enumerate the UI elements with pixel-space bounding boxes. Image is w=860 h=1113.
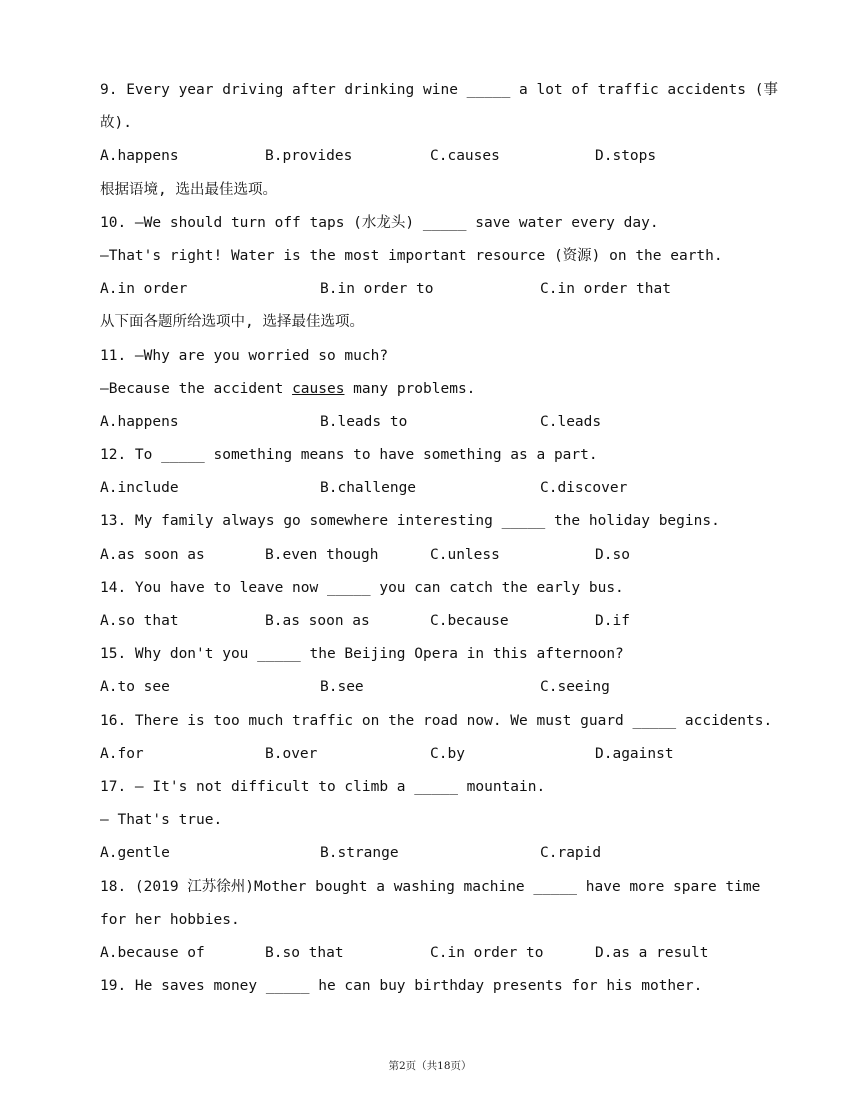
option-b: B.so that <box>265 944 344 961</box>
question-15-options <box>100 671 780 704</box>
instruction-11: 从下面各题所给选项中, 选择最佳选项。 <box>100 314 364 331</box>
question-17-line-2: — That's true. <box>100 812 223 829</box>
option-a: A.gentle <box>100 845 170 862</box>
question-11-line-1: 11. —Why are you worried so much? <box>100 347 389 364</box>
option-c: C.seeing <box>540 679 610 696</box>
question-13-line-1: 13. My family always go somewhere interesting _____ the holiday begins. <box>100 513 720 530</box>
option-a: A.include <box>100 480 179 497</box>
option-c: C.because <box>430 613 509 629</box>
option-b: B.even though <box>265 546 379 563</box>
question-18-options <box>100 937 780 970</box>
option-b: B.leads to <box>320 413 408 430</box>
option-a: A.happens <box>100 148 179 165</box>
question-11-text-after: many problems. <box>344 380 476 397</box>
question-9-line-1: 9. Every year driving after drinking wine _____ a lot of traffic accidents (事 <box>100 82 778 98</box>
question-10-options <box>100 273 780 306</box>
question-17-line-1: 17. — It's not difficult to climb a _____ mountain. <box>100 778 546 795</box>
option-d: D.so <box>595 546 630 563</box>
option-c: C.rapid <box>540 845 602 862</box>
option-c: C.unless <box>430 546 500 563</box>
option-d: D.as a result <box>595 944 709 961</box>
question-14-options <box>100 605 780 638</box>
option-b: B.in order to <box>320 281 434 298</box>
option-b: B.as soon as <box>265 613 370 629</box>
question-16-options <box>100 738 780 771</box>
question-11-options <box>100 406 780 439</box>
option-a: A.happens <box>100 413 179 430</box>
option-a: A.to see <box>100 679 170 696</box>
option-c: C.discover <box>540 480 628 497</box>
question-19-line-1: 19. He saves money _____ he can buy birthday presents for his mother. <box>100 978 703 995</box>
option-a: A.so that <box>100 613 179 629</box>
worksheet-page <box>100 74 780 1003</box>
question-9-line-2: 故). <box>100 115 132 132</box>
option-d: D.against <box>595 745 674 762</box>
option-a: A.for <box>100 745 144 762</box>
question-11-text-before: —Because the accident <box>100 380 293 397</box>
option-a: A.because of <box>100 944 205 961</box>
question-18-line-2: for her hobbies. <box>100 911 240 928</box>
question-18-line-1: 18. (2019 江苏徐州)Mother bought a washing machine _____ have more spare time <box>100 878 761 895</box>
question-9-options <box>100 140 780 173</box>
instruction-10: 根据语境, 选出最佳选项。 <box>100 181 277 198</box>
option-b: B.over <box>265 745 318 762</box>
question-15-line-1: 15. Why don't you _____ the Beijing Opera in this afternoon? <box>100 646 624 663</box>
option-d: D.if <box>595 613 630 629</box>
option-b: B.see <box>320 679 364 696</box>
option-c: C.by <box>430 745 465 762</box>
question-14-line-1: 14. You have to leave now _____ you can catch the early bus. <box>100 579 624 596</box>
question-13-options <box>100 539 780 572</box>
question-11-line-2 <box>100 373 780 406</box>
option-a: A.in order <box>100 281 188 298</box>
option-c: C.in order that <box>540 281 671 298</box>
option-c: C.causes <box>430 148 500 165</box>
question-10-line-2: —That's right! Water is the most important resource (资源) on the earth. <box>100 247 723 264</box>
option-b: B.challenge <box>320 480 417 497</box>
underlined-word: causes <box>292 380 345 397</box>
option-b: B.provides <box>265 148 353 165</box>
question-16-line-1: 16. There is too much traffic on the road now. We must guard _____ accidents. <box>100 712 773 729</box>
page-footer: 第2页（共18页） <box>388 1060 472 1072</box>
question-12-line-1: 12. To _____ something means to have something as a part. <box>100 447 598 464</box>
option-c: C.leads <box>540 413 602 430</box>
question-17-options <box>100 837 780 870</box>
question-10-line-1: 10. —We should turn off taps (水龙头) _____ save water every day. <box>100 214 659 231</box>
question-12-options <box>100 472 780 505</box>
option-a: A.as soon as <box>100 546 205 563</box>
option-d: D.stops <box>595 148 657 165</box>
option-c: C.in order to <box>430 944 544 961</box>
option-b: B.strange <box>320 845 399 862</box>
